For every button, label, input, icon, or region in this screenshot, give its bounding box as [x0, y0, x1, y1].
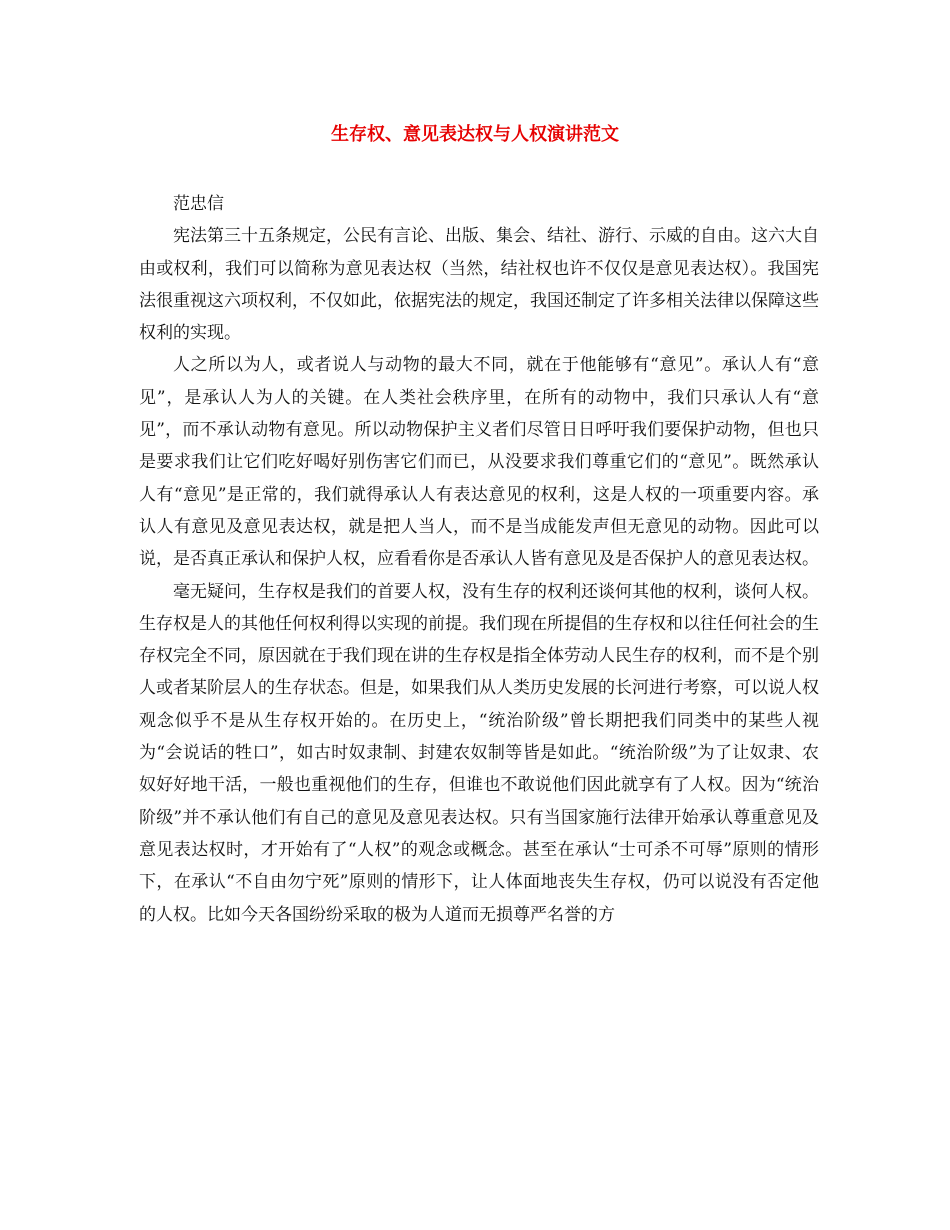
document-body	[139, 188, 819, 931]
paragraph-1: 宪法第三十五条规定，公民有言论、出版、集会、结社、游行、示威的自由。这六大自由或权利，我们可以简称为意见表达权（当然，结社权也许不仅仅是意见表达权）。我国宪法很重视这六项权利，不仅如此，依据宪法的规定，我国还制定了许多相关法律以保障这些权利的实现。	[139, 226, 819, 344]
paragraph-2: 人之所以为人，或者说人与动物的最大不同，就在于他能够有“意见”。承认人有“意见”，是承认人为人的关键。在人类社会秩序里，在所有的动物中，我们只承认人有“意见”，而不承认动物有意见。所以动物保护主义者们尽管日日呼吁我们要保护动物，但也只是要求我们让它们吃好喝好别伤害它们而已，从没要求我们尊重它们的“意见”。既然承认人有“意见”是正常的，我们就得承认人有表达意见的权利，这是人权的一项重要内容。承认人有意见及意见表达权，就是把人当人，而不是当成能发声但无意见的动物。因此可以说，是否真正承认和保护人权，应看看你是否承认人皆有意见及是否保护人的意见表达权。	[139, 355, 819, 570]
document-title: 生存权、意见表达权与人权演讲范文	[331, 124, 619, 145]
paragraph-3: 毫无疑问，生存权是我们的首要人权，没有生存的权利还谈何其他的权利，谈何人权。生存权是人的其他任何权利得以实现的前提。我们现在所提倡的生存权和以往任何社会的生存权完全不同，原因就在于我们现在讲的生存权是指全体劳动人民生存的权利，而不是个别人或者某阶层人的生存状态。但是，如果我们从人类历史发展的长河进行考察，可以说人权观念似乎不是从生存权开始的。在历史上，“统治阶级”曾长期把我们同类中的某些人视为“会说话的牲口”，如古时奴隶制、封建农奴制等皆是如此。“统治阶级”为了让奴隶、农奴好好地干活，一般也重视他们的生存，但谁也不敢说他们因此就享有了人权。因为“统治阶级”并不承认他们有自己的意见及意见表达权。只有当国家施行法律开始承认尊重意见及意见表达权时，才开始有了“人权”的观念或概念。甚至在承认“士可杀不可辱”原则的情形下，在承认“不自由勿宁死”原则的情形下，让人体面地丧失生存权，仍可以说没有否定他的人权。比如今天各国纷纷采取的极为人道而无损尊严名誉的方	[139, 581, 819, 925]
author-name: 范忠信	[173, 194, 224, 214]
